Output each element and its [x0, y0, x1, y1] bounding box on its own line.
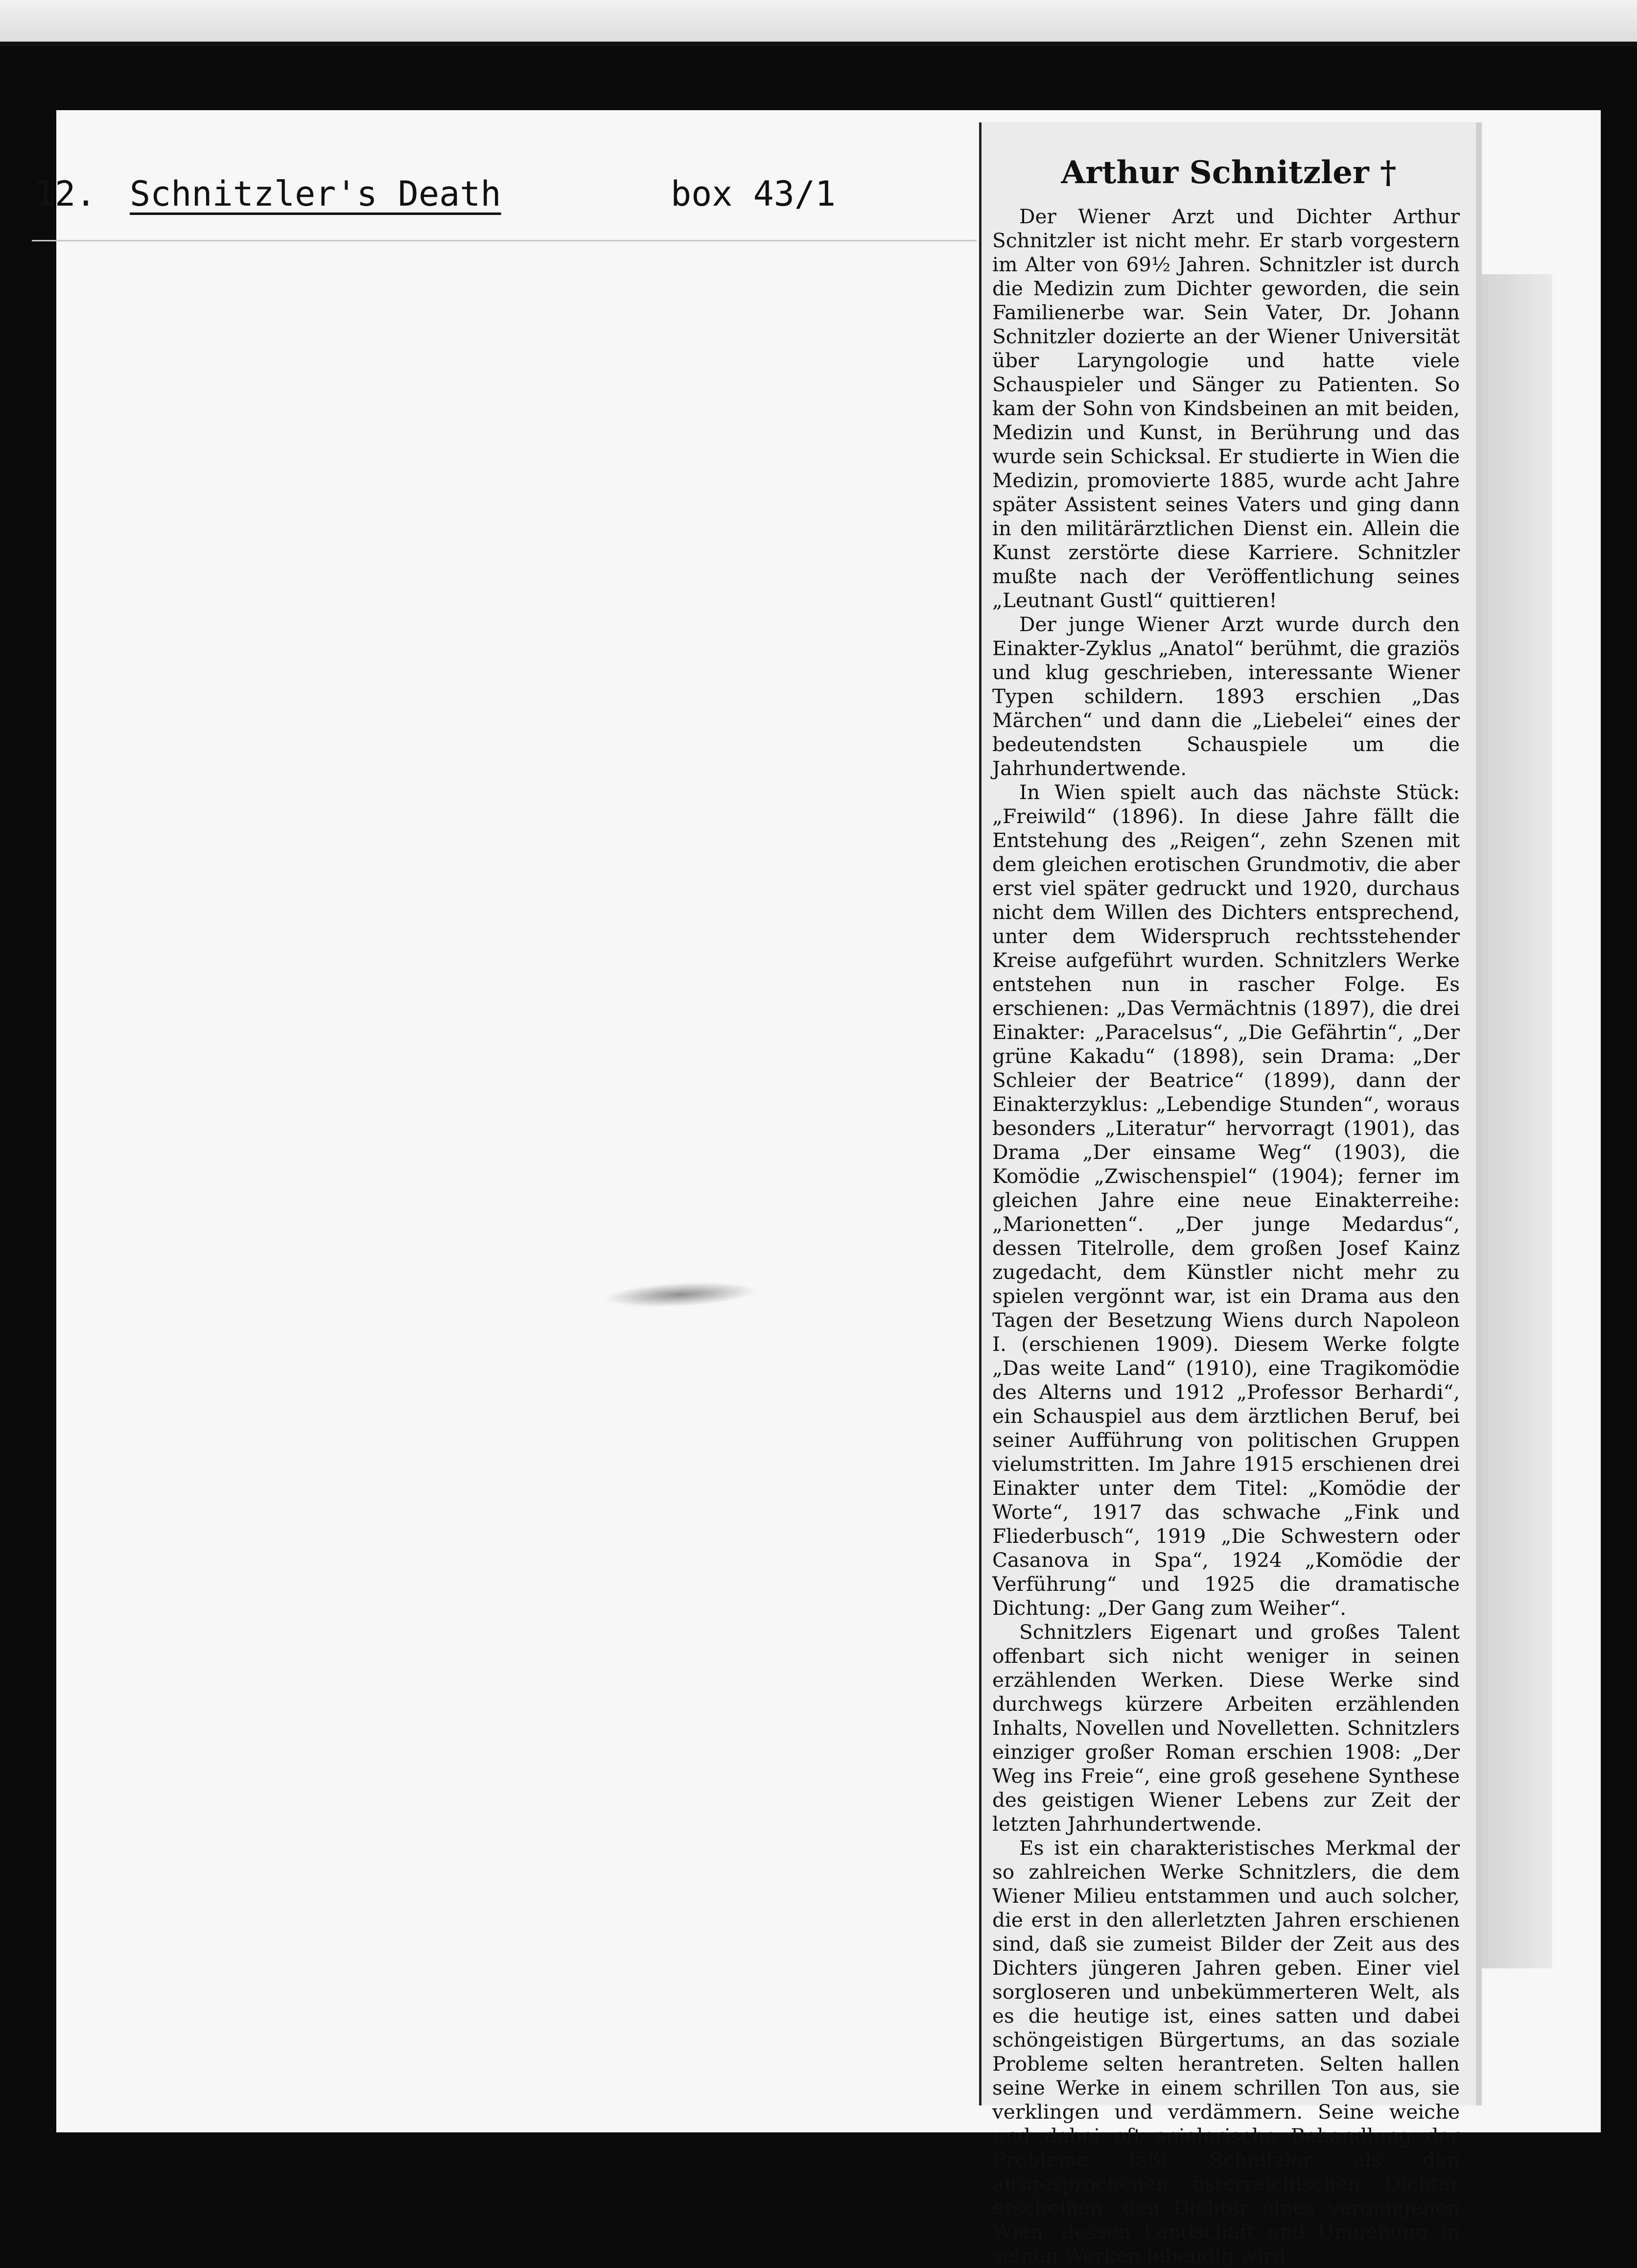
article-paragraph: Es ist ein charakteristisches Merkmal der so zahlreichen Werke Schnitzlers, die dem Wiener Milieu entstammen und auch solcher, die erst in den allerletzten Jahren erschienen sind, daß sie zumeist Bilder der Zeit aus des Dichters jüngeren Jahren geben. Einer viel sorgloseren und unbekümmerteren Welt, als es die heutige ist, eines satten und dabei schöngeistigen Bürgertums, an das soziale Probleme selten herantreten. Selten hallen seine Werke in einem schrillen Ton aus, sie verklingen und verdämmern. Seine weiche und dabei oft spielerische Behandlung der Probleme läßt Schnitzler als den ausgesprochenen österreichischen Dichter erscheinen, den Dichter eines vergangenen Wien, dessen Landschaft und Umgebung in seinen Werken lebendig wird. [992, 1836, 1460, 2268]
clipping-shadow-edge [1478, 274, 1552, 1968]
article-paragraph: In Wien spielt auch das nächste Stück: „Freiwild“ (1896). In diese Jahre fällt die Entstehung des „Reigen“, zehn Szenen mit dem gleichen erotischen Grundmotiv, die aber erst viel später gedruckt und 1920, durchaus nicht dem Willen des Dichters entsprechend, unter dem Widerspruch rechtsstehender Kreise aufgeführt wurden. Schnitzlers Werke entstehen nun in rascher Folge. Es erschienen: „Das Vermächtnis (1897), die drei Einakter: „Paracelsus“, „Die Gefährtin“, „Der grüne Kakadu“ (1898), sein Drama: „Der Schleier der Beatrice“ (1899), dann der Einakterzyklus: „Lebendige Stunden“, woraus besonders „Literatur“ hervorragt (1901), das Drama „Der einsame Weg“ (1903), die Komödie „Zwischenspiel“ (1904); ferner im gleichen Jahre eine neue Einakterreihe: „Marionetten“. „Der junge Medardus“, dessen Titelrolle, dem großen Josef Kainz zugedacht, dem Künstler nicht mehr zu spielen vergönnt war, ist ein Drama aus den Tagen der Besetzung Wiens durch Napoleon I. (erschienen 1909). Diesem Werke folgte „Das weite Land“ (1910), eine Tragikomödie des Alterns und 1912 „Professor Berhardi“, ein Schauspiel aus dem ärztlichen Beruf, bei seiner Aufführung von politischen Gruppen vielumstritten. Im Jahre 1915 erschienen drei Einakter unter dem Titel: „Komödie der Worte“, 1917 das schwache „Fink und Fliederbusch“, 1919 „Die Schwestern oder Casanova in Spa“, 1924 „Komödie der Verführung“ und 1925 die dramatische Dichtung: „Der Gang zum Weiher“. [992, 780, 1460, 1620]
article-title: Arthur Schnitzler † [1061, 154, 1397, 191]
film-top-strip [0, 0, 1637, 47]
folder-number: 12. [34, 174, 96, 214]
folder-title: Schnitzler's Death [130, 174, 501, 214]
newspaper-clipping [979, 122, 1476, 2268]
header-rule [32, 240, 977, 241]
article-body [992, 205, 1460, 2268]
article-paragraph: Der junge Wiener Arzt wurde durch den Einakter-Zyklus „Anatol“ berühmt, die graziös und klug geschrieben, interessante Wiener Typen schildern. 1893 erschien „Das Märchen“ und dann die „Liebelei“ eines der bedeutendsten Schauspiele um die Jahrhundertwende. [992, 613, 1460, 780]
paper-smudge [604, 1279, 757, 1310]
article-paragraph: Schnitzlers Eigenart und großes Talent offenbart sich nicht weniger in seinen erzählenden Werken. Diese Werke sind durchwegs kürzere Arbeiten erzählenden Inhalts, Novellen und Novelletten. Schnitzlers einziger großer Roman erschien 1908: „Der Weg ins Freie“, eine groß gesehene Synthese des geistigen Wiener Lebens zur Zeit der letzten Jahrhundertwende. [992, 1620, 1460, 1836]
article-paragraph: Der Wiener Arzt und Dichter Arthur Schnitzler ist nicht mehr. Er starb vorgestern im Alter von 69½ Jahren. Schnitzler ist durch die Medizin zum Dichter geworden, die sein Familienerbe war. Sein Vater, Dr. Johann Schnitzler dozierte an der Wiener Universität über Laryngologie und hatte viele Schauspieler und Sänger zu Patienten. So kam der Sohn von Kindsbeinen an mit beiden, Medizin und Kunst, in Berührung und das wurde sein Schicksal. Er studierte in Wien die Medizin, promovierte 1885, wurde acht Jahre später Assistent seines Vaters und ging dann in den militärärztlichen Dienst ein. Allein die Kunst zerstörte diese Karriere. Schnitzler mußte nach der Veröffentlichung seines „Leutnant Gustl“ quittieren! [992, 205, 1460, 612]
box-number: box 43/1 [671, 174, 836, 214]
